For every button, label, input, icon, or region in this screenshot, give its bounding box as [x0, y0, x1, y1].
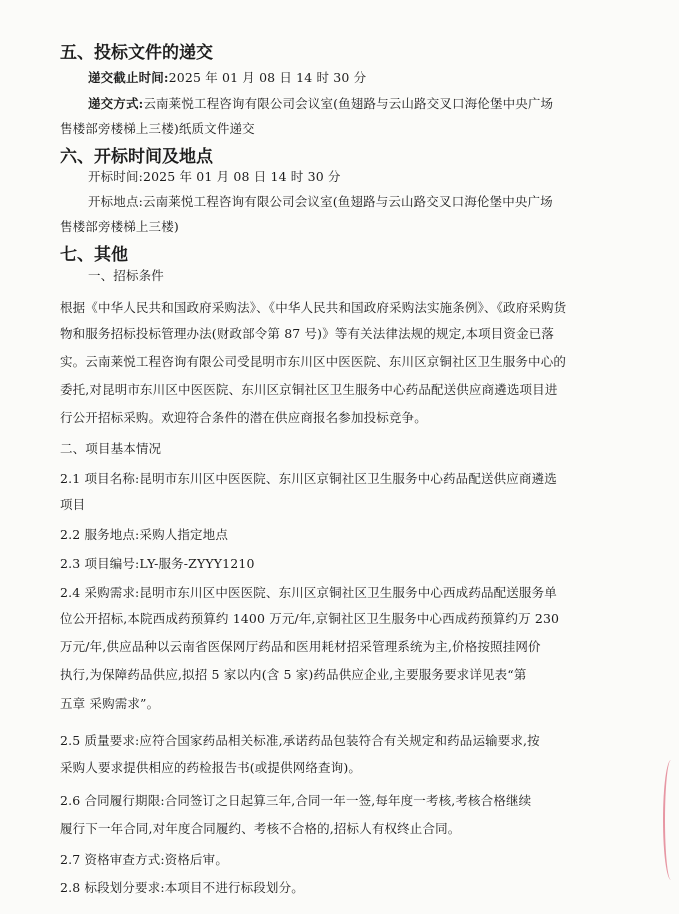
opening-time-label: 开标时间: — [88, 169, 143, 184]
submission-deadline — [88, 68, 366, 86]
item-2-5-line: 2.5 质量要求:应符合国家药品相关标准,承诺药品包装符合有关规定和药品运输要求,按 — [60, 733, 540, 748]
item-2-4-line: 2.4 采购需求:昆明市东川区中医医院、东川区京铜社区卫生服务中心西成药品配送服务单 — [60, 585, 557, 600]
item-2-2: 2.2 服务地点:采购人指定地点 — [60, 527, 228, 542]
para-line: 委托,对昆明市东川区中医医院、东川区京铜社区卫生服务中心药品配送供应商遴选项目进 — [60, 382, 558, 397]
opening-place-line2: 售楼部旁楼梯上三楼) — [60, 219, 179, 234]
item-2-4-line: 执行,为保障药品供应,拟招 5 家以内(含 5 家)药品供应企业,主要服务要求详见表“第 — [60, 667, 527, 682]
opening-place-line1: 云南莱悦工程咨询有限公司会议室(鱼翅路与云山路交叉口海伦堡中央广场 — [142, 194, 553, 209]
item-2-5-line: 采购人要求提供相应的药检报告书(或提供网络查询)。 — [60, 760, 362, 775]
submission-method-label: 递交方式: — [88, 96, 144, 111]
item-2-6-line: 2.6 合同履行期限:合同签订之日起算三年,合同一年一签,每年度一考核,考核合格继续 — [60, 793, 532, 808]
submission-deadline-label: 递交截止时间: — [88, 70, 169, 85]
submission-deadline-value: 2025 年 01 月 08 日 14 时 30 分 — [168, 70, 367, 85]
item-2-1-line2: 项目 — [60, 497, 86, 512]
item-2-1-line1: 2.1 项目名称:昆明市东川区中医医院、东川区京铜社区卫生服务中心药品配送供应商遴选 — [60, 471, 557, 486]
opening-time-value: 2025 年 01 月 08 日 14 时 30 分 — [142, 169, 341, 184]
subsection-title-2: 二、项目基本情况 — [60, 441, 162, 456]
item-2-4-line: 万元/年,供应品种以云南省医保网厅药品和医用耗材招采管理系统为主,价格按照挂网价 — [60, 639, 541, 654]
opening-place — [88, 192, 553, 210]
para-line: 物和服务招标投标管理办法(财政部令第 87 号)》等有关法律法规的规定,本项目资金已落 — [60, 326, 555, 341]
submission-method — [88, 94, 553, 112]
submission-method-line2: 售楼部旁楼梯上三楼)纸质文件递交 — [60, 121, 255, 136]
section-heading-6: 六、开标时间及地点 — [60, 147, 213, 167]
section-heading-7: 七、其他 — [60, 245, 128, 265]
red-seal-edge — [663, 760, 679, 880]
item-2-6-line: 履行下一年合同,对年度合同履约、考核不合格的,招标人有权终止合同。 — [60, 821, 461, 836]
section-heading-5: 五、投标文件的递交 — [60, 43, 213, 63]
item-2-3: 2.3 项目编号:LY-服务-ZYYY1210 — [60, 556, 255, 571]
para-line: 实。云南莱悦工程咨询有限公司受昆明市东川区中医医院、东川区京铜社区卫生服务中心的 — [60, 354, 567, 369]
item-2-7: 2.7 资格审查方式:资格后审。 — [60, 852, 228, 867]
subsection-title-1: 一、招标条件 — [88, 268, 164, 283]
item-2-8: 2.8 标段划分要求:本项目不进行标段划分。 — [60, 880, 304, 895]
item-2-4-line: 位公开招标,本院西成药预算约 1400 万元/年,京铜社区卫生服务中心西成药预算约万 230 — [60, 611, 560, 626]
opening-time — [88, 167, 341, 185]
para-line: 行公开招标采购。欢迎符合条件的潜在供应商报名参加投标竞争。 — [60, 410, 427, 425]
para-line: 根据《中华人民共和国政府采购法》、《中华人民共和国政府采购法实施条例》、《政府采购货 — [60, 300, 567, 315]
opening-place-label: 开标地点: — [88, 194, 143, 209]
item-2-4-line: 五章 采购需求”。 — [60, 696, 160, 711]
submission-method-line1: 云南莱悦工程咨询有限公司会议室(鱼翅路与云山路交叉口海伦堡中央广场 — [143, 96, 554, 111]
